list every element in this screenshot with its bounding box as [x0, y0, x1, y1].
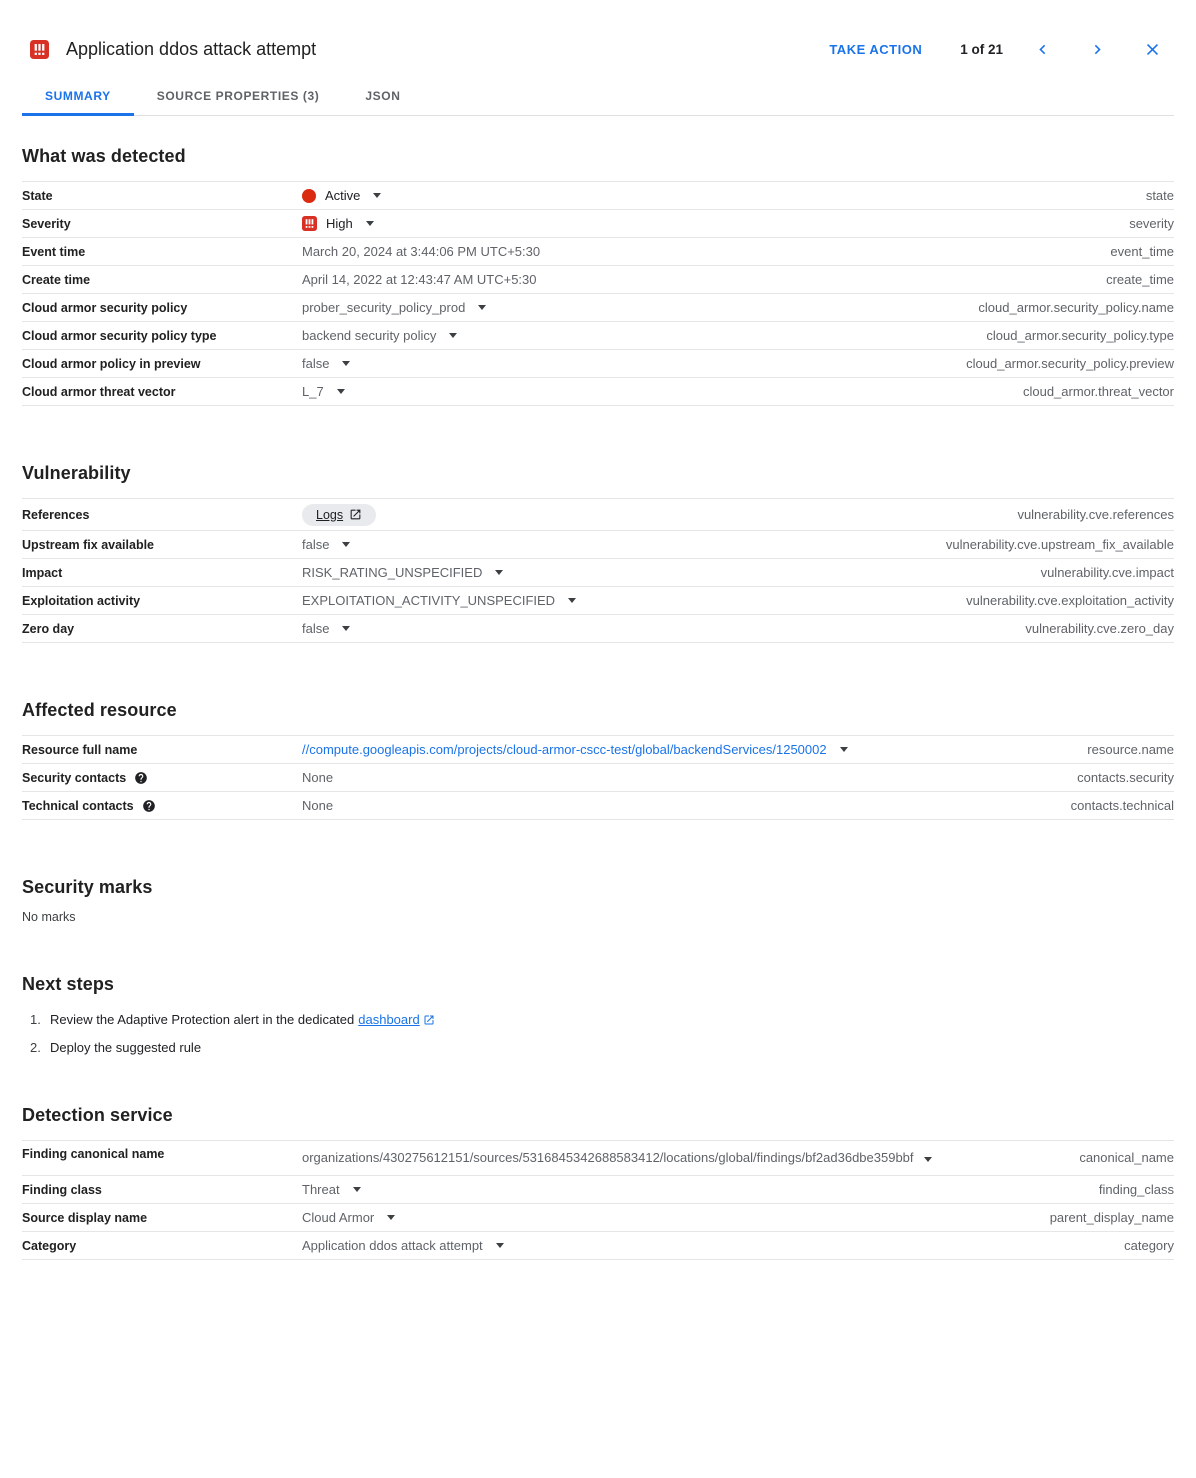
state-value: Active: [325, 188, 361, 203]
header-controls: [821, 36, 1166, 63]
finding-class-value: Threat: [302, 1182, 340, 1197]
row-event-time: Event time March 20, 2024 at 3:44:06 PM UTC+5:30 event_time: [22, 238, 1174, 266]
policy-preview-value: false: [302, 356, 330, 371]
dropdown-caret-icon[interactable]: [478, 305, 486, 310]
row-policy-preview: Cloud armor policy in preview false cloud_armor.security_policy.preview: [22, 350, 1174, 378]
previous-finding-button[interactable]: [1029, 36, 1056, 63]
field-name: contacts.technical: [1070, 798, 1174, 813]
section-title: What was detected: [22, 146, 186, 166]
section-title: Detection service: [22, 1105, 173, 1125]
field-name: category: [1124, 1238, 1174, 1253]
pagination-counter: 1 of 21: [960, 42, 1003, 57]
active-state-dot-icon: [302, 189, 316, 203]
row-create-time: Create time April 14, 2022 at 12:43:47 AM UTC+5:30 create_time: [22, 266, 1174, 294]
section-title: Security marks: [22, 877, 153, 897]
dropdown-caret-icon[interactable]: [924, 1157, 932, 1162]
dropdown-caret-icon[interactable]: [353, 1187, 361, 1192]
section-title: Vulnerability: [22, 463, 131, 483]
tab-json[interactable]: JSON: [365, 89, 401, 103]
security-policy-name-value: prober_security_policy_prod: [302, 300, 466, 315]
field-name: vulnerability.cve.upstream_fix_available: [945, 537, 1174, 552]
field-name: vulnerability.cve.exploitation_activity: [966, 593, 1174, 608]
close-icon: [1143, 40, 1162, 59]
resource-full-name-link[interactable]: //compute.googleapis.com/projects/cloud-armor-cscc-test/global/backendServices/1250002: [302, 742, 827, 757]
field-name: cloud_armor.security_policy.type: [986, 328, 1174, 343]
chevron-left-icon: [1033, 40, 1052, 59]
open-in-new-icon: [349, 508, 362, 521]
zero-day-value: false: [302, 621, 330, 636]
high-severity-icon: [302, 216, 317, 231]
dashboard-link[interactable]: dashboard: [358, 1011, 434, 1029]
open-in-new-icon: [423, 1014, 435, 1026]
upstream-fix-value: false: [302, 537, 330, 552]
category-value: Application ddos attack attempt: [302, 1238, 483, 1253]
dropdown-caret-icon[interactable]: [449, 333, 457, 338]
field-name: vulnerability.cve.references: [1017, 507, 1174, 522]
dropdown-caret-icon[interactable]: [342, 361, 350, 366]
section-title: Affected resource: [22, 700, 177, 720]
field-name: cloud_armor.threat_vector: [1022, 384, 1174, 399]
security-contacts-value: None: [302, 770, 334, 785]
row-impact: Impact RISK_RATING_UNSPECIFIED vulnerability.cve.impact: [22, 559, 1174, 587]
row-upstream-fix: Upstream fix available false vulnerability.cve.upstream_fix_available: [22, 531, 1174, 559]
source-display-name-value: Cloud Armor: [302, 1210, 375, 1225]
row-security-policy-name: Cloud armor security policy prober_security_policy_prod cloud_armor.security_policy.name: [22, 294, 1174, 322]
create-time-value: April 14, 2022 at 12:43:47 AM UTC+5:30: [302, 272, 537, 287]
row-finding-class: Finding class Threat finding_class: [22, 1176, 1174, 1204]
event-time-value: March 20, 2024 at 3:44:06 PM UTC+5:30: [302, 244, 541, 259]
field-name: cloud_armor.security_policy.name: [978, 300, 1174, 315]
no-marks-text: No marks: [22, 910, 76, 924]
logs-chip-button[interactable]: Logs: [302, 504, 376, 526]
exploitation-activity-value: EXPLOITATION_ACTIVITY_UNSPECIFIED: [302, 593, 556, 608]
chevron-right-icon: [1088, 40, 1107, 59]
dropdown-caret-icon[interactable]: [387, 1215, 395, 1220]
field-name: canonical_name: [1079, 1150, 1174, 1165]
dropdown-caret-icon[interactable]: [495, 570, 503, 575]
row-exploitation-activity: Exploitation activity EXPLOITATION_ACTIVITY_UNSPECIFIED vulnerability.cve.exploitation_activity: [22, 587, 1174, 615]
canonical-name-value: organizations/430275612151/sources/5316845342688583412/locations/global/findings/bf2ad36dbe359bbf: [302, 1147, 932, 1169]
section-next-steps: [22, 974, 1174, 1057]
field-name: severity: [1129, 216, 1174, 231]
technical-contacts-value: None: [302, 798, 334, 813]
section-security-marks: [22, 877, 1174, 924]
dropdown-caret-icon[interactable]: [840, 747, 848, 752]
field-name: vulnerability.cve.zero_day: [1025, 621, 1174, 636]
impact-value: RISK_RATING_UNSPECIFIED: [302, 565, 483, 580]
threat-vector-value: L_7: [302, 384, 324, 399]
field-name: state: [1145, 188, 1174, 203]
high-severity-icon: [30, 40, 49, 59]
field-name: cloud_armor.security_policy.preview: [966, 356, 1174, 371]
dropdown-caret-icon[interactable]: [337, 389, 345, 394]
tab-source-properties[interactable]: SOURCE PROPERTIES (3): [156, 89, 320, 103]
security-policy-type-value: backend security policy: [302, 328, 437, 343]
section-vulnerability: [22, 463, 1174, 643]
dropdown-caret-icon[interactable]: [496, 1243, 504, 1248]
finding-header: [22, 0, 1174, 63]
field-name: resource.name: [1087, 742, 1174, 757]
tab-summary[interactable]: SUMMARY: [22, 79, 134, 116]
row-threat-vector: Cloud armor threat vector L_7 cloud_armor.threat_vector: [22, 378, 1174, 406]
next-finding-button[interactable]: [1084, 36, 1111, 63]
section-affected-resource: [22, 700, 1174, 820]
severity-value: High: [326, 216, 353, 231]
next-step-item: 2. Deploy the suggested rule: [30, 1040, 202, 1055]
row-category: Category Application ddos attack attempt category: [22, 1232, 1174, 1260]
row-zero-day: Zero day false vulnerability.cve.zero_day: [22, 615, 1174, 643]
field-name: contacts.security: [1077, 770, 1174, 785]
row-severity: Severity High severity: [22, 210, 1174, 238]
detail-tabs: [22, 79, 1174, 116]
section-title: Next steps: [22, 974, 115, 994]
field-name: finding_class: [1098, 1182, 1174, 1197]
row-security-contacts: Security contacts None contacts.security: [22, 764, 1174, 792]
row-finding-canonical-name: Finding canonical name organizations/430275612151/sources/5316845342688583412/locations/global/findings/bf2ad36dbe359bbf canonical_name: [22, 1141, 1174, 1176]
help-icon[interactable]: [134, 771, 148, 785]
page-title: Application ddos attack attempt: [66, 39, 317, 59]
row-state: State Active state: [22, 182, 1174, 210]
row-references: References Logs vulnerability.cve.references: [22, 499, 1174, 531]
field-name: vulnerability.cve.impact: [1040, 565, 1174, 580]
field-name: parent_display_name: [1049, 1210, 1174, 1225]
state-dropdown-caret-icon[interactable]: [373, 193, 381, 198]
row-resource-full-name: Resource full name //compute.googleapis.com/projects/cloud-armor-cscc-test/global/backendServices/1250002 resource.name: [22, 736, 1174, 764]
dropdown-caret-icon[interactable]: [342, 626, 350, 631]
section-what-was-detected: [22, 146, 1174, 406]
field-name: create_time: [1106, 272, 1174, 287]
help-icon[interactable]: [142, 799, 156, 813]
dropdown-caret-icon[interactable]: [568, 598, 576, 603]
row-technical-contacts: Technical contacts None contacts.technical: [22, 792, 1174, 820]
section-detection-service: [22, 1105, 1174, 1260]
row-source-display-name: Source display name Cloud Armor parent_display_name: [22, 1204, 1174, 1232]
close-panel-button[interactable]: [1139, 36, 1166, 63]
next-steps-list: [22, 1011, 1174, 1057]
field-name: event_time: [1110, 244, 1174, 259]
severity-dropdown-caret-icon[interactable]: [366, 221, 374, 226]
next-step-item: 1. Review the Adaptive Protection alert in the dedicated dashboard: [22, 1011, 1174, 1029]
take-action-button[interactable]: TAKE ACTION: [821, 36, 930, 63]
row-security-policy-type: Cloud armor security policy type backend security policy cloud_armor.security_policy.type: [22, 322, 1174, 350]
dropdown-caret-icon[interactable]: [342, 542, 350, 547]
